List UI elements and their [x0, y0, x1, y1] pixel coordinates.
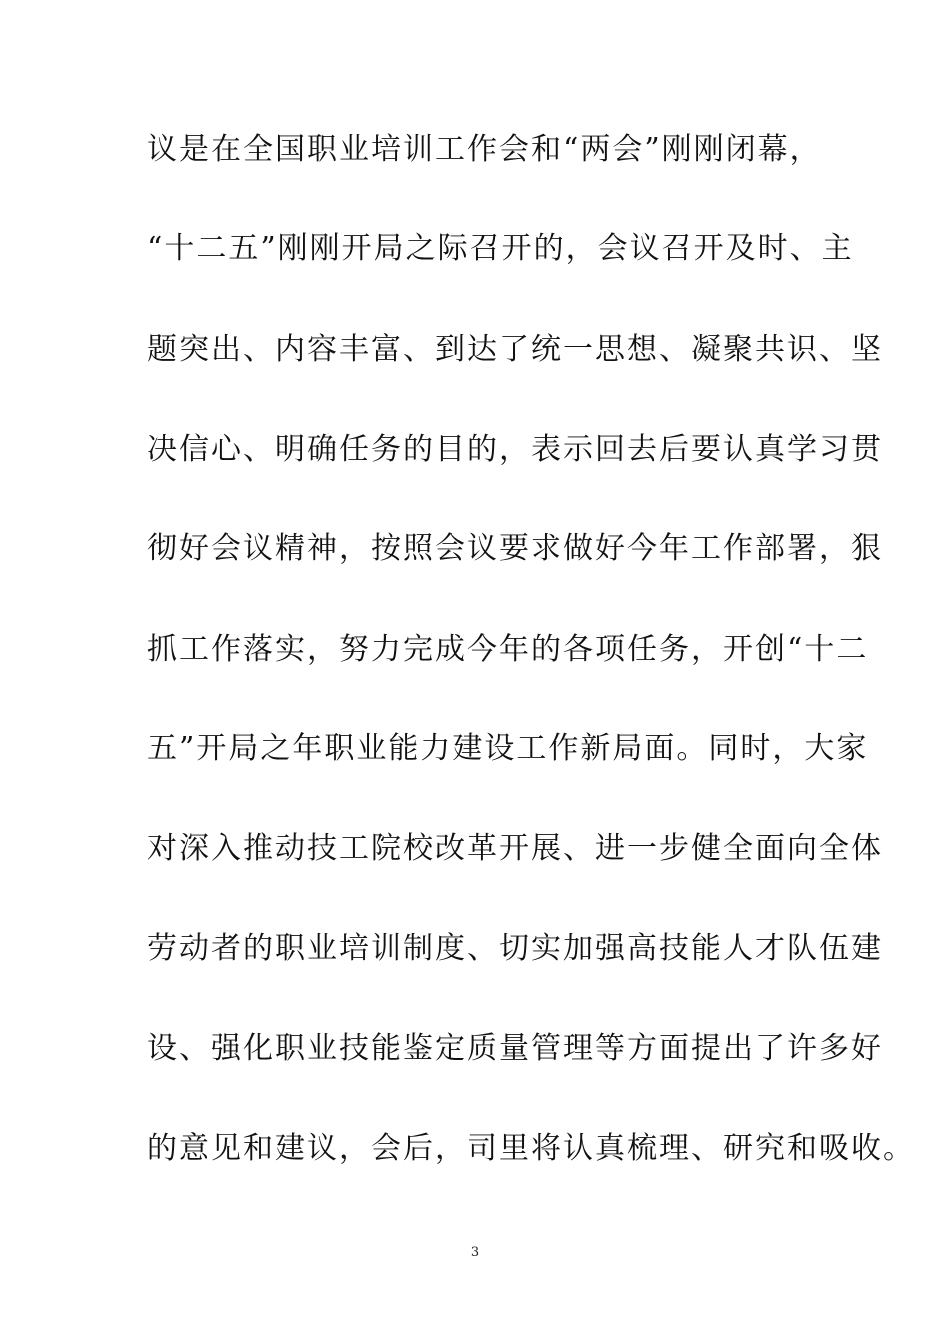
text-line: 题突出、内容丰富、到达了统一思想、凝聚共识、坚	[147, 332, 883, 367]
text-line: 设、强化职业技能鉴定质量管理等方面提出了许多好	[147, 1031, 883, 1066]
text-line: 彻好会议精神，按照会议要求做好今年工作部署，狠	[147, 531, 883, 566]
text-line: 的意见和建议，会后，司里将认真梳理、研究和吸收。	[147, 1131, 915, 1166]
text-line: 议是在全国职业培训工作会和“两会”刚刚闭幕，	[147, 132, 822, 167]
text-line: 五”开局之年职业能力建设工作新局面。同时，大家	[147, 731, 869, 766]
text-line: 劳动者的职业培训制度、切实加强高技能人才队伍建	[147, 931, 883, 966]
text-line: 决信心、明确任务的目的，表示回去后要认真学习贯	[147, 432, 883, 467]
page-number: 3	[470, 1245, 480, 1260]
text-line: 抓工作落实，努力完成今年的各项任务，开创“十二	[147, 632, 869, 667]
text-line: “十二五”刚刚开局之际召开的，会议召开及时、主	[147, 231, 854, 266]
text-line: 对深入推动技工院校改革开展、进一步健全面向全体	[147, 831, 883, 866]
